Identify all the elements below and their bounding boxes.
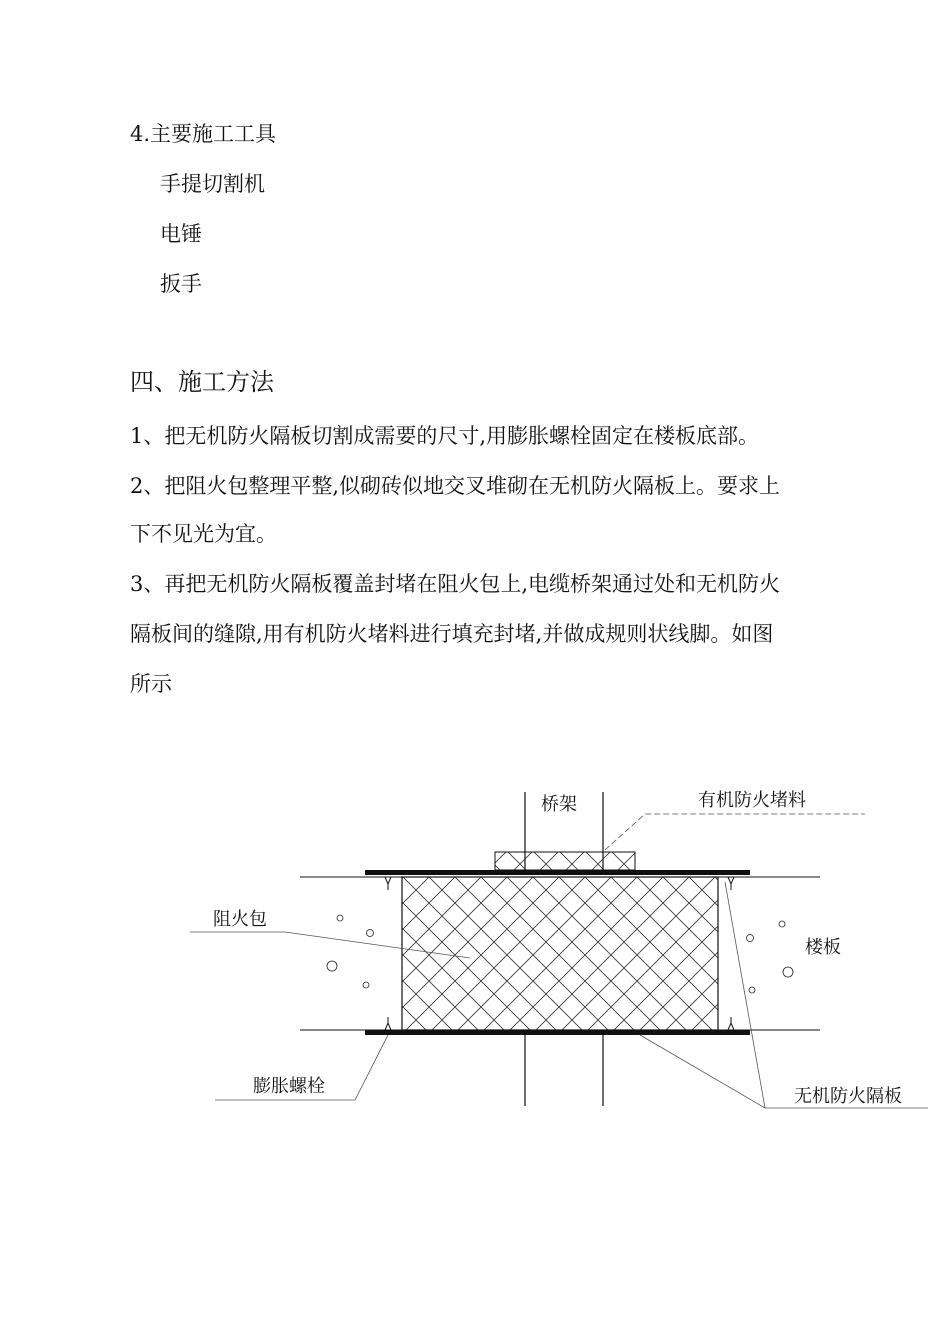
organic-sealant-collar bbox=[495, 852, 635, 870]
bolt-mark bbox=[385, 1017, 391, 1030]
method-step-continued: 所示 bbox=[130, 672, 172, 696]
fire-sealing-diagram bbox=[0, 760, 950, 1140]
label-fire-bag: 阻火包 bbox=[213, 909, 267, 930]
tool-item: 扳手 bbox=[160, 272, 202, 296]
bolt-mark bbox=[728, 1017, 734, 1030]
bolt-mark bbox=[385, 877, 391, 890]
label-inorganic-board: 无机防火隔板 bbox=[794, 1086, 902, 1107]
bolt-mark bbox=[728, 877, 734, 890]
method-step: 1、把无机防火隔板切割成需要的尺寸,用膨胀螺栓固定在楼板底部。 bbox=[130, 424, 760, 448]
inorganic-board-bottom bbox=[365, 1030, 750, 1035]
leader-board-1 bbox=[640, 1035, 765, 1108]
label-expansion-bolt: 膨胀螺栓 bbox=[253, 1076, 325, 1097]
tool-item: 手提切割机 bbox=[160, 172, 265, 196]
inorganic-board-top bbox=[365, 870, 750, 875]
method-step-continued: 下不见光为宜。 bbox=[130, 522, 277, 546]
label-floor-slab: 楼板 bbox=[805, 937, 841, 958]
tools-heading: 4.主要施工工具 bbox=[130, 122, 277, 146]
leader-sealant bbox=[605, 814, 865, 850]
tool-item: 电锤 bbox=[160, 222, 202, 246]
method-step-continued: 隔板间的缝隙,用有机防火堵料进行填充封堵,并做成规则状线脚。如图 bbox=[130, 622, 774, 646]
leader-board-2 bbox=[725, 882, 765, 1108]
label-organic-sealant: 有机防火堵料 bbox=[698, 790, 806, 811]
label-tray: 桥架 bbox=[541, 794, 577, 815]
method-step: 2、把阻火包整理平整,似砌砖似地交叉堆砌在无机防火隔板上。要求上 bbox=[130, 474, 781, 498]
fire-bag-block bbox=[402, 877, 718, 1030]
method-heading: 四、施工方法 bbox=[130, 368, 274, 396]
method-step: 3、再把无机防火隔板覆盖封堵在阻火包上,电缆桥架通过处和无机防火 bbox=[130, 572, 781, 596]
